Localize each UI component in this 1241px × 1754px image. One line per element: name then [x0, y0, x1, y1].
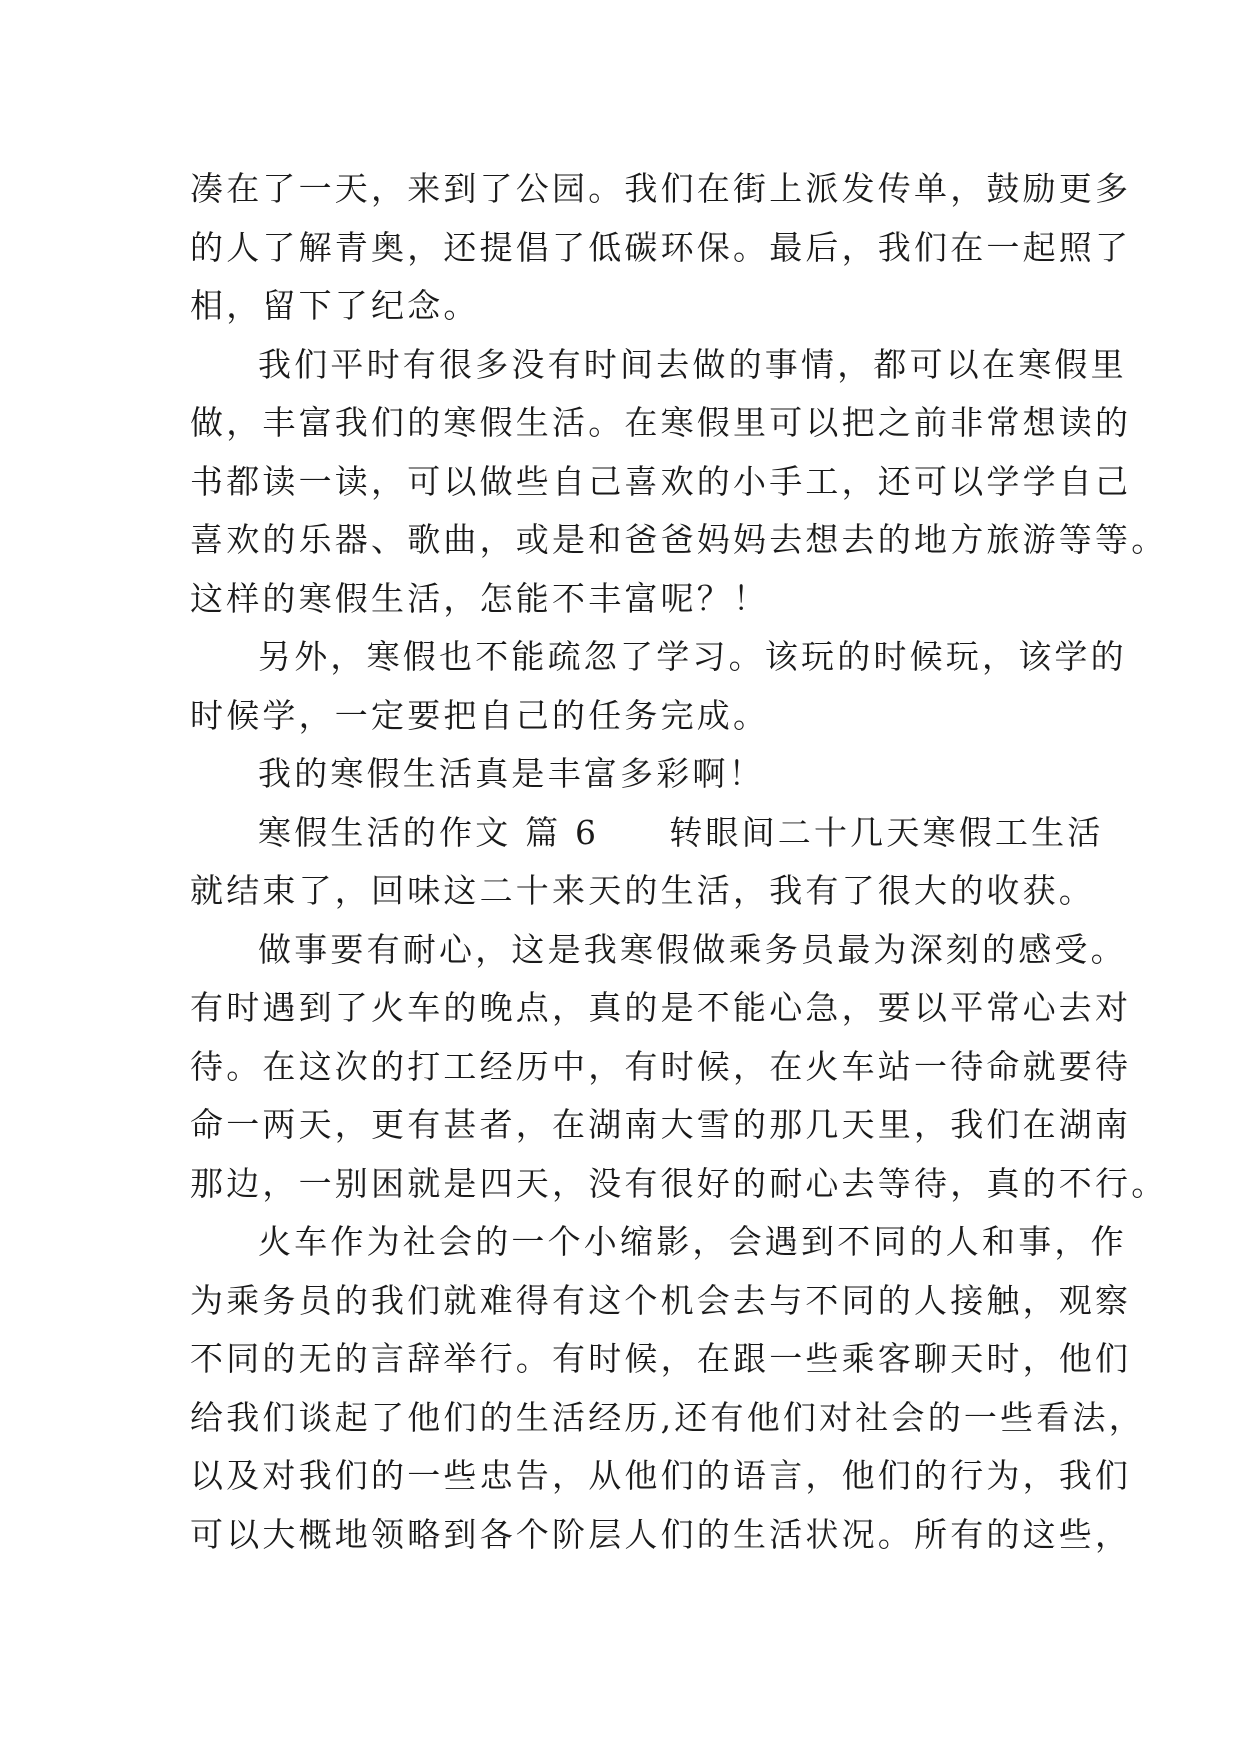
text-line: 待。在这次的打工经历中，有时候，在火车站一待命就要待	[190, 1046, 1132, 1086]
heading-tail-text: 转眼间二十几天寒假工生活	[669, 812, 1104, 852]
text-line: 为乘务员的我们就难得有这个机会去与不同的人接触，观察	[190, 1280, 1132, 1320]
text-line: 凑在了一天，来到了公园。我们在街上派发传单，鼓励更多	[190, 169, 1132, 208]
text-line: 我的寒假生活真是丰富多彩啊！	[258, 754, 765, 793]
text-line: 书都读一读，可以做些自己喜欢的小手工，还可以学学自己	[190, 461, 1132, 501]
text-line: 我们平时有很多没有时间去做的事情，都可以在寒假里	[258, 344, 1127, 384]
article-body	[190, 160, 1168, 1564]
text-line: 相，留下了纪念。	[190, 286, 480, 325]
text-line: 做事要有耐心，这是我寒假做乘务员最为深刻的感受。	[258, 929, 1127, 969]
text-line: 喜欢的乐器、歌曲，或是和爸爸妈妈去想去的地方旅游等等。	[190, 520, 1168, 559]
text-line: 有时遇到了火车的晚点，真的是不能心急，要以平常心去对	[190, 988, 1132, 1027]
section-heading: 寒假生活的作文 篇 6	[258, 812, 600, 852]
text-line: 火车作为社会的一个小缩影，会遇到不同的人和事，作	[258, 1222, 1127, 1261]
text-line: 那边，一别困就是四天，没有很好的耐心去等待，真的不行。	[190, 1163, 1168, 1203]
text-line: 时候学，一定要把自己的任务完成。	[190, 695, 770, 735]
section-heading-line	[190, 804, 1104, 863]
text-line: 不同的无的言辞举行。有时候，在跟一些乘客聊天时，他们	[190, 1339, 1132, 1378]
text-line: 命一两天，更有甚者，在湖南大雪的那几天里，我们在湖南	[190, 1105, 1132, 1144]
text-line: 给我们谈起了他们的生活经历,还有他们对社会的一些看法，	[190, 1397, 1145, 1437]
text-line: 就结束了，回味这二十来天的生活，我有了很大的收获。	[190, 871, 1095, 910]
text-line: 的人了解青奥，还提倡了低碳环保。最后，我们在一起照了	[190, 227, 1132, 267]
text-line: 另外，寒假也不能疏忽了学习。该玩的时候玩，该学的	[258, 637, 1127, 676]
text-line: 可以大概地领略到各个阶层人们的生活状况。所有的这些，	[190, 1514, 1132, 1554]
text-line: 做，丰富我们的寒假生活。在寒假里可以把之前非常想读的	[190, 403, 1132, 442]
text-line: 这样的寒假生活，怎能不丰富呢？！	[190, 578, 770, 618]
text-line: 以及对我们的一些忠告，从他们的语言，他们的行为，我们	[190, 1456, 1132, 1495]
